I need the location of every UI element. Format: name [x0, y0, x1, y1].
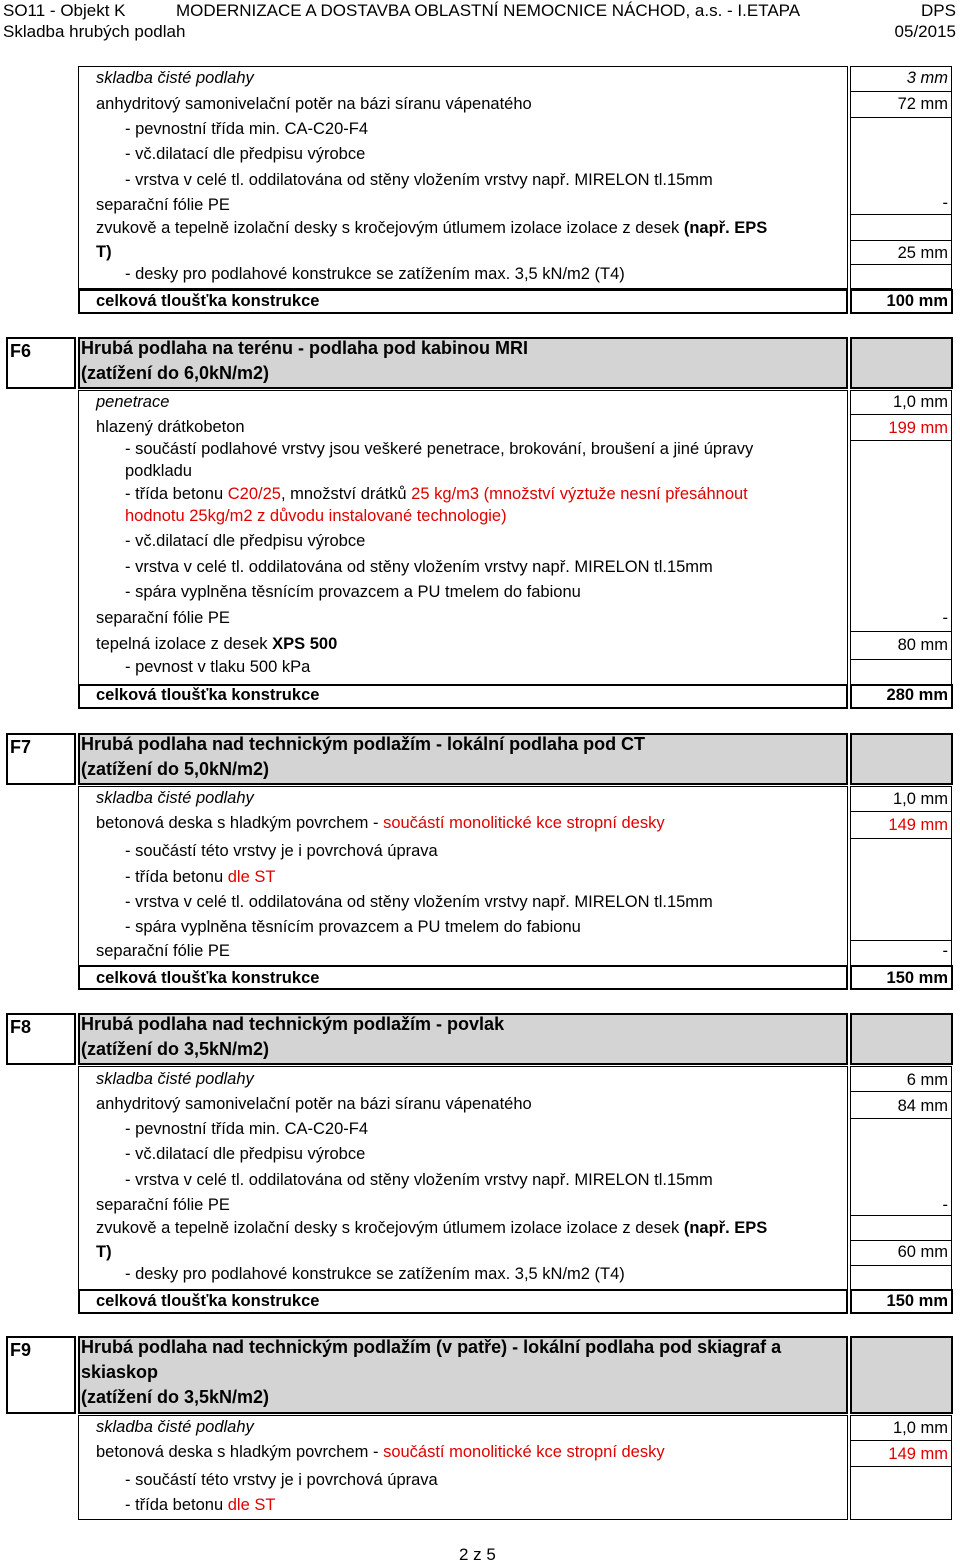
header-subtitle: Skladba hrubých podlah	[3, 22, 186, 41]
section-title-cont: skiaskop	[81, 1362, 159, 1382]
layer-note-cont: podkladu	[125, 462, 192, 480]
layer-thickness: 60 mm	[897, 1243, 948, 1261]
header-stage: DPS	[921, 1, 956, 20]
section-load: (zatížení do 3,5kN/m2)	[81, 1387, 270, 1407]
section-title: Hrubá podlaha nad technickým podlažím - povlak	[81, 1014, 505, 1034]
layer-thickness: -	[942, 609, 948, 627]
layer-thickness: 84 mm	[897, 1097, 948, 1115]
layer-thickness: 72 mm	[897, 95, 948, 113]
section-title: Hrubá podlaha nad technickým podlažím - lokální podlaha pod CT	[81, 734, 646, 754]
layer-note: - součástí podlahové vrstvy jsou veškeré penetrace, brokování, broušení a jiné úpravy	[125, 440, 754, 458]
layer-note: - spára vyplněna těsnícím provazcem a PU tmelem do fabionu	[125, 918, 581, 936]
layer-label: separační fólie PE	[96, 196, 230, 214]
layer-note: - vč.dilatací dle předpisu výrobce	[125, 145, 366, 163]
layer-note: - desky pro podlahové konstrukce se zatížením max. 3,5 kN/m2 (T4)	[125, 265, 625, 283]
header-date: 05/2015	[894, 22, 956, 41]
layer-label: zvukově a tepelně izolační desky s kročejovým útlumem izolace izolace z desek (např. EPS	[96, 219, 768, 237]
section-title-side	[850, 337, 953, 389]
header-project: MODERNIZACE A DOSTAVBA OBLASTNÍ NEMOCNICE NÁCHOD, a.s. - I.ETAPA	[176, 1, 801, 20]
layer-label: penetrace	[96, 393, 170, 411]
layer-note: - třída betonu C20/25, množství drátků 25 kg/m3 (množství výztuže nesní přesáhnout	[125, 485, 748, 503]
layer-thickness: 25 mm	[897, 244, 948, 262]
layer-note: - pevnost v tlaku 500 kPa	[125, 658, 311, 676]
total-thickness-label: celková tloušťka konstrukce	[96, 1292, 320, 1310]
layer-label: anhydritový samonivelační potěr na bázi síranu vápenatého	[96, 95, 532, 113]
layer-note: - vrstva v celé tl. oddilatována od stěny vložením vrstvy např. MIRELON tl.15mm	[125, 1171, 713, 1189]
layer-thickness: 80 mm	[897, 636, 948, 654]
layer-note: - součástí této vrstvy je i povrchová úprava	[125, 842, 438, 860]
layer-thickness: 1,0 mm	[892, 1419, 948, 1437]
layer-thickness: 6 mm	[906, 1071, 948, 1089]
section-code: F7	[10, 737, 32, 757]
layer-thickness: 1,0 mm	[892, 393, 948, 411]
layer-thickness: -	[942, 194, 948, 212]
layer-label: skladba čisté podlahy	[96, 69, 254, 87]
layer-label: separační fólie PE	[96, 942, 230, 960]
layer-thickness: 199 mm	[888, 419, 948, 437]
layer-label: skladba čisté podlahy	[96, 789, 254, 807]
layer-label: anhydritový samonivelační potěr na bázi síranu vápenatého	[96, 1095, 532, 1113]
layer-note: - desky pro podlahové konstrukce se zatížením max. 3,5 kN/m2 (T4)	[125, 1265, 625, 1283]
total-thickness-value: 100 mm	[886, 292, 948, 310]
page-number: 2 z 5	[459, 1545, 496, 1564]
layer-label: zvukově a tepelně izolační desky s kročejovým útlumem izolace izolace z desek (např. EPS	[96, 1219, 768, 1237]
layer-thickness: -	[942, 942, 948, 960]
layer-thickness: 149 mm	[888, 1445, 948, 1463]
layer-note: - třída betonu dle ST	[125, 868, 276, 886]
layer-note: - součástí této vrstvy je i povrchová úprava	[125, 1471, 438, 1489]
layer-label: betonová deska s hladkým povrchem - součástí monolitické kce stropní desky	[96, 1443, 665, 1461]
layer-label: betonová deska s hladkým povrchem - součástí monolitické kce stropní desky	[96, 814, 665, 832]
layer-thickness: 1,0 mm	[892, 790, 948, 808]
layer-note: - vrstva v celé tl. oddilatována od stěny vložením vrstvy např. MIRELON tl.15mm	[125, 893, 713, 911]
layer-label: separační fólie PE	[96, 609, 230, 627]
layer-note: - vč.dilatací dle předpisu výrobce	[125, 1145, 366, 1163]
layer-thickness: -	[942, 1196, 948, 1214]
total-thickness-value: 150 mm	[886, 1292, 948, 1310]
layer-label-cont: T)	[96, 1243, 112, 1261]
layer-label: skladba čisté podlahy	[96, 1070, 254, 1088]
layer-label: skladba čisté podlahy	[96, 1418, 254, 1436]
layer-note: - vrstva v celé tl. oddilatována od stěny vložením vrstvy např. MIRELON tl.15mm	[125, 171, 713, 189]
section-load: (zatížení do 3,5kN/m2)	[81, 1039, 270, 1059]
section-load: (zatížení do 6,0kN/m2)	[81, 363, 270, 383]
section-load: (zatížení do 5,0kN/m2)	[81, 759, 270, 779]
total-thickness-label: celková tloušťka konstrukce	[96, 292, 320, 310]
total-thickness-label: celková tloušťka konstrukce	[96, 969, 320, 987]
layer-label: separační fólie PE	[96, 1196, 230, 1214]
layer-label-cont: T)	[96, 243, 112, 261]
layer-note: - vč.dilatací dle předpisu výrobce	[125, 532, 366, 550]
layer-note-cont: hodnotu 25kg/m2 z důvodu instalované technologie)	[125, 507, 507, 525]
layer-thickness: 3 mm	[906, 69, 948, 87]
section-code: F8	[10, 1017, 32, 1037]
total-thickness-label: celková tloušťka konstrukce	[96, 686, 320, 704]
layer-note: - třída betonu dle ST	[125, 1496, 276, 1514]
header-code: SO11 - Objekt K	[3, 1, 126, 20]
layer-note: - pevnostní třída min. CA-C20-F4	[125, 120, 369, 138]
section-code: F6	[10, 341, 32, 361]
layer-note: - pevnostní třída min. CA-C20-F4	[125, 1120, 369, 1138]
layer-label: tepelná izolace z desek XPS 500	[96, 635, 338, 653]
section-title: Hrubá podlaha na terénu - podlaha pod kabinou MRI	[81, 338, 529, 358]
layer-note: - vrstva v celé tl. oddilatována od stěny vložením vrstvy např. MIRELON tl.15mm	[125, 558, 713, 576]
section-title: Hrubá podlaha nad technickým podlažím (v patře) - lokální podlaha pod skiagraf a	[81, 1337, 782, 1357]
layer-note: - spára vyplněna těsnícím provazcem a PU tmelem do fabionu	[125, 583, 581, 601]
total-thickness-value: 150 mm	[886, 969, 948, 987]
section-code: F9	[10, 1340, 32, 1360]
layer-thickness: 149 mm	[888, 816, 948, 834]
layer-label: hlazený drátkobeton	[96, 418, 245, 436]
total-thickness-value: 280 mm	[886, 686, 948, 704]
